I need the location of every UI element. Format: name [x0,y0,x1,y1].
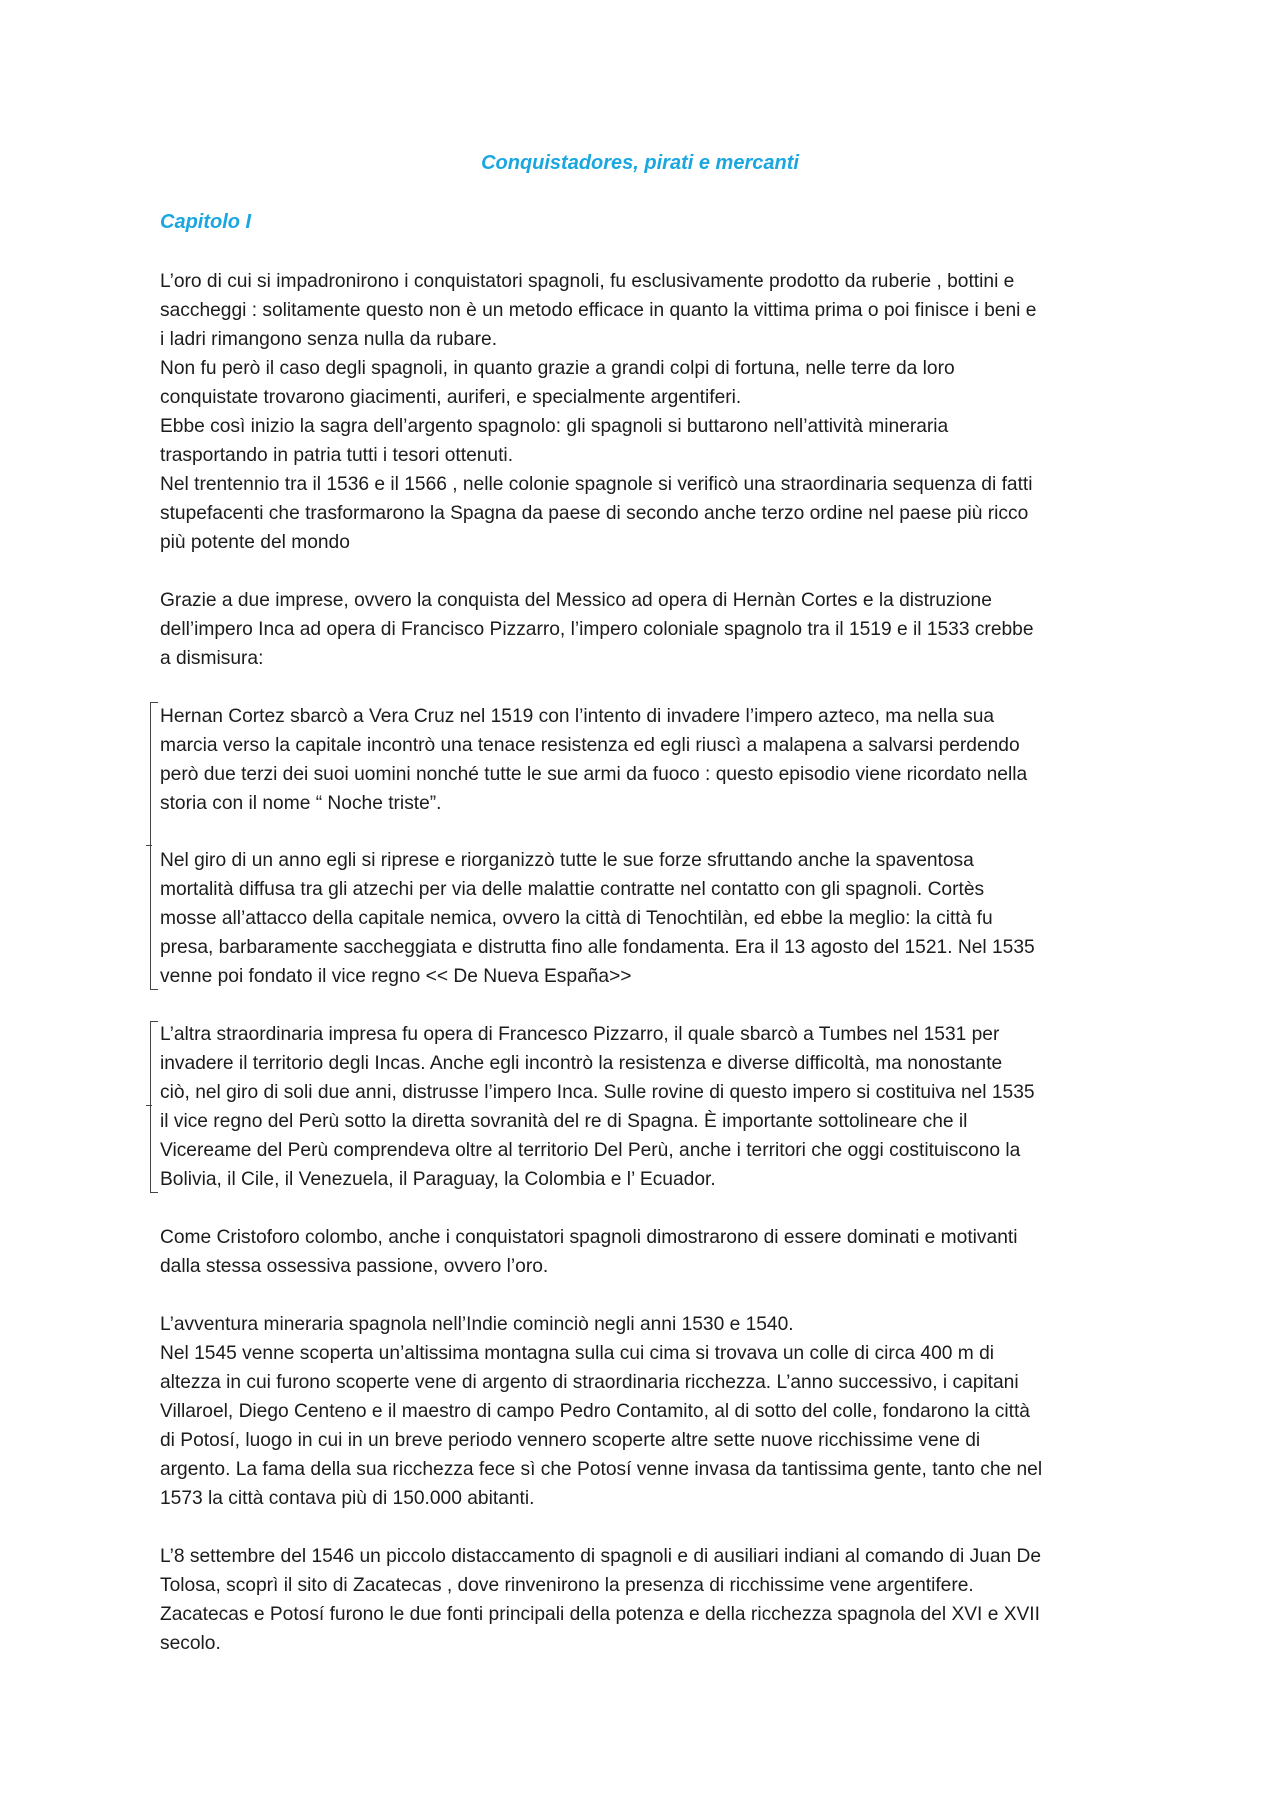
paragraph [160,1310,1160,1513]
margin-bracket [150,1021,158,1193]
text-line: 1573 la città contava più di 150.000 abitanti. [160,1488,535,1509]
text-line: Nel giro di un anno egli si riprese e riorganizzò tutte le sue forze sfruttando anche la spaventosa [160,850,974,871]
text-line: invadere il territorio degli Incas. Anche egli incontrò la resistenza e diverse difficoltà, ma nonostante [160,1053,1003,1074]
text-line: L’8 settembre del 1546 un piccolo distaccamento di spagnoli e di ausiliari indiani al comando di Juan De [160,1546,1042,1567]
text-line: mortalità diffusa tra gli atzechi per via delle malattie contratte nel contatto con gli spagnoli. Cortès [160,879,985,900]
text-line: Come Cristoforo colombo, anche i conquistatori spagnoli dimostrarono di essere dominati e motivanti [160,1227,1018,1248]
text-line: secolo. [160,1633,221,1654]
text-line: Hernan Cortez sbarcò a Vera Cruz nel 1519 con l’intento di invadere l’impero azteco, ma nella sua [160,706,995,727]
text-line: Nel 1545 venne scoperta un’altissima montagna sulla cui cima si trovava un colle di circa 400 m di [160,1343,995,1364]
text-line: a dismisura: [160,648,264,669]
text-line: però due terzi dei suoi uomini nonché tutte le sue armi da fuoco : questo episodio viene ricordato nella [160,764,1028,785]
chapter-heading: Capitolo I [160,211,252,233]
text-line: presa, barbaramente saccheggiata e distrutta fino alle fondamenta. Era il 13 agosto del 1521. Nel 1535 [160,937,1035,958]
text-line: marcia verso la capitale incontrò una tenace resistenza ed egli riuscì a malapena a salvarsi perdendo [160,735,1020,756]
text-line: stupefacenti che trasformarono la Spagna da paese di secondo anche terzo ordine nel paese più ricco [160,503,1029,524]
paragraph [160,586,1160,673]
text-line: Ebbe così inizio la sagra dell’argento spagnolo: gli spagnoli si buttarono nell’attività mineraria [160,416,949,437]
text-line: L’avventura mineraria spagnola nell’Indie cominciò negli anni 1530 e 1540. [160,1314,794,1335]
text-line: di Potosí, luogo in cui in un breve periodo vennero scoperte altre sette nuove ricchissime vene di [160,1430,981,1451]
text-line: dell’impero Inca ad opera di Francisco Pizzarro, l’impero coloniale spagnolo tra il 1519 e il 1533 crebbe [160,619,1034,640]
text-line: il vice regno del Perù sotto la diretta sovranità del re di Spagna. È importante sottolineare che il [160,1111,968,1132]
paragraph [160,1223,1160,1281]
paragraph [160,846,1160,991]
text-line: venne poi fondato il vice regno << De Nueva España>> [160,966,632,987]
text-line: Non fu però il caso degli spagnoli, in quanto grazie a grandi colpi di fortuna, nelle terre da loro [160,358,955,379]
text-line: L’oro di cui si impadronirono i conquistatori spagnoli, fu esclusivamente prodotto da ruberie , bottini e [160,271,1015,292]
text-line: Zacatecas e Potosí furono le due fonti principali della potenza e della ricchezza spagnola del XVI e XVII [160,1604,1040,1625]
text-line: mosse all’attacco della capitale nemica, ovvero la città di Tenochtilàn, ed ebbe la meglio: la città fu [160,908,993,929]
text-line: Tolosa, scoprì il sito di Zacatecas , dove rinvenirono la presenza di ricchissime vene argentifere. [160,1575,974,1596]
text-line: i ladri rimangono senza nulla da rubare. [160,329,498,350]
text-line: altezza in cui furono scoperte vene di argento di straordinaria ricchezza. L’anno successivo, i capitani [160,1372,1019,1393]
text-line: conquistate trovarono giacimenti, auriferi, e specialmente argentiferi. [160,387,742,408]
document-title: Conquistadores, pirati e mercanti [481,152,799,174]
margin-bracket [150,702,158,990]
text-line: più potente del mondo [160,532,350,553]
paragraph [160,702,1160,818]
margin-bracket-tick [146,1105,152,1106]
paragraph [160,267,1160,557]
margin-bracket-tick [146,845,152,846]
text-line: Nel trentennio tra il 1536 e il 1566 , nelle colonie spagnole si verificò una straordinaria sequenza di fatti [160,474,1033,495]
text-line: argento. La fama della sua ricchezza fece sì che Potosí venne invasa da tantissima gente, tanto che nel [160,1459,1043,1480]
paragraph [160,1542,1160,1658]
text-line: Villaroel, Diego Centeno e il maestro di campo Pedro Contamito, al di sotto del colle, fondarono la città [160,1401,1030,1422]
text-line: Vicereame del Perù comprendeva oltre al territorio Del Perù, anche i territori che oggi costituiscono la [160,1140,1021,1161]
text-line: Bolivia, il Cile, il Venezuela, il Paraguay, la Colombia e l’ Ecuador. [160,1169,716,1190]
text-line: L’altra straordinaria impresa fu opera di Francesco Pizzarro, il quale sbarcò a Tumbes nel 1531 per [160,1024,1000,1045]
text-line: Grazie a due imprese, ovvero la conquista del Messico ad opera di Hernàn Cortes e la distruzione [160,590,992,611]
text-line: saccheggi : solitamente questo non è un metodo efficace in quanto la vittima prima o poi finisce i beni e [160,300,1037,321]
text-line: ciò, nel giro di soli due anni, distrusse l’impero Inca. Sulle rovine di questo impero si costituiva nel 1535 [160,1082,1035,1103]
text-line: trasportando in patria tutti i tesori ottenuti. [160,445,514,466]
paragraph [160,1020,1160,1194]
text-line: storia con il nome “ Noche triste”. [160,793,442,814]
text-line: dalla stessa ossessiva passione, ovvero l’oro. [160,1256,549,1277]
